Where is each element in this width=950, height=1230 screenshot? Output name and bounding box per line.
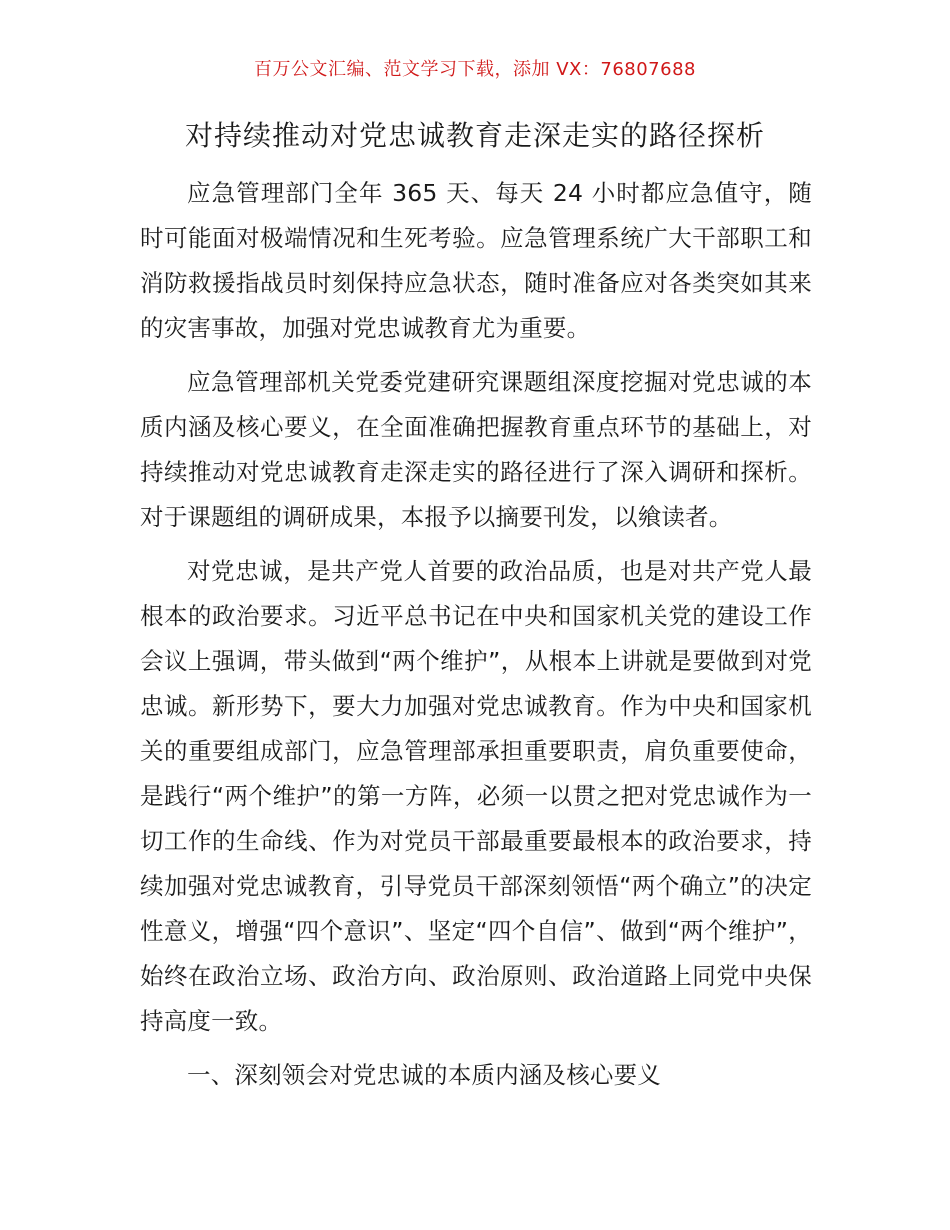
paragraph-loyalty: 对党忠诚，是共产党人首要的政治品质，也是对共产党人最根本的政治要求。习近平总书记在中央和国家机关党的建设工作会议上强调，带头做到“两个维护”，从根本上讲就是要做到对党忠诚。新形势下，要大力加强对党忠诚教育。作为中央和国家机关的重要组成部门，应急管理部承担重要职责，肩负重要使命，是践行“两个维护”的第一方阵，必须一以贯之把对党忠诚作为一切工作的生命线、作为对党员干部最重要最根本的政治要求，持续加强对党忠诚教育，引导党员干部深刻领悟“两个确立”的决定性意义，增强“四个意识”、坚定“四个自信”、做到“两个维护”，始终在政治立场、政治方向、政治原则、政治道路上同党中央保持高度一致。 bbox=[140, 557, 812, 1035]
header-banner: 百万公文汇编、范文学习下载，添加 VX：76807688 bbox=[254, 59, 696, 80]
document-title: 对持续推动对党忠诚教育走深走实的路径探析 bbox=[184, 119, 765, 152]
paragraph-intro: 应急管理部门全年 365 天、每天 24 小时都应急值守，随时可能面对极端情况和生死考验。应急管理系统广大干部职工和消防救援指战员时刻保持应急状态，随时准备应对各类突如其来的灾害事故，加强对党忠诚教育尤为重要。 bbox=[140, 179, 812, 342]
section-heading: 一、深刻领会对党忠诚的本质内涵及核心要义 bbox=[187, 1061, 661, 1089]
paragraph-editor-note: 应急管理部机关党委党建研究课题组深度挖掘对党忠诚的本质内涵及核心要义，在全面准确把握教育重点环节的基础上，对持续推动对党忠诚教育走深走实的路径进行了深入调研和探析。对于课题组的调研成果，本报予以摘要刊发，以飨读者。 bbox=[140, 368, 812, 531]
document-body bbox=[140, 171, 812, 1098]
